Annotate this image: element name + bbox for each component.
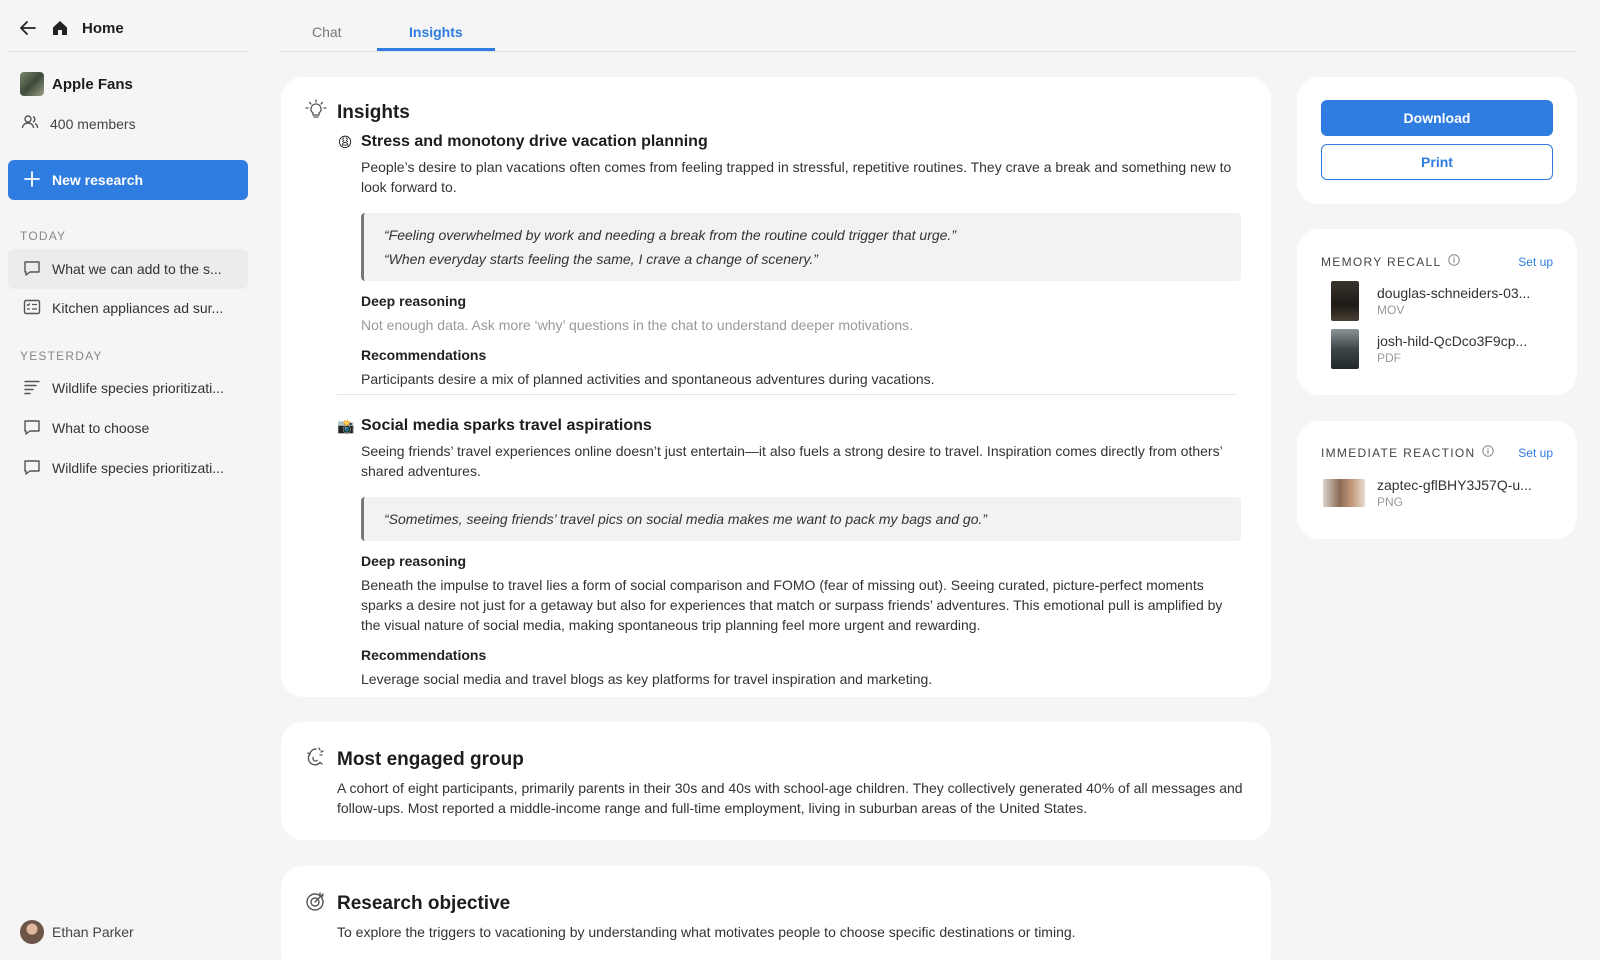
ranking-icon	[22, 377, 42, 400]
sidebar-item-yesterday-3[interactable]	[8, 448, 248, 488]
active-tab-indicator	[377, 48, 495, 51]
engaged-group-card	[281, 722, 1271, 840]
home-link[interactable]	[18, 16, 124, 40]
survey-list-icon	[22, 297, 42, 320]
user-profile[interactable]	[20, 920, 134, 944]
back-arrow-icon[interactable]	[18, 18, 38, 38]
sidebar-item-label: Kitchen appliances ad sur...	[52, 300, 224, 316]
memory-recall-label: MEMORY RECALL	[1321, 254, 1442, 269]
home-icon	[50, 18, 70, 38]
recommendations-text: Leverage social media and travel blogs as key platforms for travel inspiration and marketing.	[361, 671, 933, 687]
recommendations-text: Participants desire a mix of planned activities and spontaneous adventures during vacations.	[361, 371, 935, 387]
sidebar-item-label: What to choose	[52, 420, 150, 436]
file-thumbnail	[1323, 479, 1365, 507]
insight-divider	[337, 394, 1237, 395]
sidebar-item-label: Wildlife species prioritizati...	[52, 380, 224, 396]
immediate-reaction-label: IMMEDIATE REACTION	[1321, 445, 1476, 460]
user-name: Ethan Parker	[52, 924, 134, 940]
target-icon	[305, 890, 327, 918]
research-objective-card	[281, 866, 1271, 960]
research-objective-title	[305, 890, 510, 918]
file-type: MOV	[1377, 303, 1405, 317]
deep-reasoning-text: Not enough data. Ask more ‘why’ questions in the chat to understand deeper motivations.	[361, 317, 914, 333]
chat-bubble-icon	[22, 457, 42, 480]
file-item[interactable]	[1323, 477, 1547, 509]
insight-quote	[361, 213, 1241, 281]
immediate-reaction-setup-link[interactable]: Set up	[1518, 445, 1553, 460]
sidebar-item-yesterday-2[interactable]	[8, 408, 248, 448]
tab-bar	[280, 0, 1576, 52]
memory-recall-setup-link[interactable]: Set up	[1518, 254, 1553, 269]
insight-item	[337, 417, 1241, 689]
home-label: Home	[82, 19, 124, 37]
file-name: douglas-schneiders-03...	[1377, 285, 1531, 301]
immediate-reaction-card	[1297, 421, 1577, 539]
file-name: josh-hild-QcDco3F9cp...	[1377, 333, 1528, 349]
magnet-icon	[305, 746, 327, 774]
file-name: zaptec-gflBHY3J57Q-u...	[1377, 477, 1532, 493]
deep-reasoning-text: Beneath the impulse to travel lies a form of social comparison and FOMO (fear of missing out). Seeing curated, picture-perfect moments sparks a desire not just for a getaway but also for experiences that match or surpass friends’ adventures. This emotional pull is amplified by the visual nature of social media, making spontaneous trip planning feel more urgent and rewarding.	[361, 577, 1223, 633]
avatar	[20, 920, 44, 944]
print-button[interactable]: Print	[1321, 144, 1553, 180]
quote-line: “Sometimes, seeing friends’ travel pics on social media makes me want to pack my bags and go.”	[384, 511, 988, 527]
sidebar-item-label: Wildlife species prioritizati...	[52, 460, 224, 476]
research-objective-text: To explore the triggers to vacationing by understanding what motivates people to choose specific destinations or timing.	[337, 924, 1076, 940]
memory-recall-label-wrap	[1321, 254, 1460, 269]
new-research-label: New research	[52, 172, 144, 188]
quote-line: “When everyday starts feeling the same, I crave a change of scenery.”	[384, 251, 818, 267]
new-research-button[interactable]	[8, 160, 248, 200]
divider	[8, 51, 248, 52]
insights-card	[281, 77, 1271, 697]
recommendations-label: Recommendations	[361, 647, 487, 663]
download-button[interactable]: Download	[1321, 100, 1553, 136]
deep-reasoning-label: Deep reasoning	[361, 293, 467, 309]
camera-flash-icon: 📸	[337, 417, 355, 434]
group-info	[20, 72, 133, 96]
memory-recall-header	[1321, 254, 1553, 269]
recommendations-label: Recommendations	[361, 347, 487, 363]
insights-heading: Insights	[337, 102, 410, 123]
file-item[interactable]	[1331, 281, 1547, 321]
deep-reasoning-label: Deep reasoning	[361, 553, 467, 569]
tab-chat[interactable]: Chat	[312, 24, 342, 40]
chat-bubble-icon	[22, 417, 42, 440]
group-thumbnail	[20, 72, 44, 96]
actions-card	[1297, 77, 1577, 204]
file-thumbnail	[1331, 329, 1359, 369]
lightbulb-icon	[305, 99, 327, 127]
sidebar-item-label: What we can add to the s...	[52, 261, 222, 277]
immediate-reaction-header	[1321, 445, 1553, 460]
insight-quote	[361, 497, 1241, 541]
group-name: Apple Fans	[52, 75, 133, 93]
plus-icon	[24, 171, 40, 190]
members-label: 400 members	[50, 115, 136, 132]
file-type: PDF	[1377, 351, 1401, 365]
sidebar-item-today-1[interactable]	[8, 249, 248, 289]
immediate-reaction-label-wrap	[1321, 445, 1494, 460]
insight-description: Seeing friends’ travel experiences online doesn’t just entertain—it also fuels a strong desire to travel. Inspiration comes directly from others’ shared adventures.	[361, 443, 1223, 479]
insights-title	[305, 99, 410, 127]
insight-title: Social media sparks travel aspirations	[361, 417, 652, 434]
insight-title: Stress and monotony drive vacation planning	[361, 133, 708, 150]
today-label: TODAY	[20, 229, 67, 243]
insight-item	[337, 133, 1241, 389]
file-thumbnail	[1331, 281, 1359, 321]
yesterday-label: YESTERDAY	[20, 349, 103, 363]
research-objective-heading: Research objective	[337, 893, 511, 914]
engaged-group-text: A cohort of eight participants, primarily parents in their 30s and 40s with school-age children. They collectively generated 40% of all messages and follow-ups. Most reported a middle-income range and full-time employment, living in suburban areas of the United States.	[337, 780, 1243, 816]
info-icon[interactable]	[1448, 254, 1460, 269]
file-type: PNG	[1377, 495, 1404, 509]
file-item[interactable]	[1331, 329, 1547, 369]
tab-insights[interactable]: Insights	[409, 24, 463, 40]
memory-recall-card	[1297, 229, 1577, 395]
quote-line: “Feeling overwhelmed by work and needing a break from the routine could trigger that urge.”	[384, 227, 956, 243]
engaged-group-title	[305, 746, 524, 774]
members-count	[20, 112, 136, 135]
engaged-group-heading: Most engaged group	[337, 749, 524, 770]
weary-face-icon: 😩	[337, 133, 353, 150]
chat-bubble-icon	[22, 258, 42, 281]
insight-description: People’s desire to plan vacations often comes from feeling trapped in stressful, repetitive routines. They crave a break and something new to look forward to.	[361, 159, 1232, 195]
sidebar-item-today-2[interactable]	[8, 288, 248, 328]
users-icon	[20, 112, 40, 135]
sidebar-item-yesterday-1[interactable]	[8, 368, 248, 408]
info-icon[interactable]	[1482, 445, 1494, 460]
sidebar	[0, 0, 262, 960]
